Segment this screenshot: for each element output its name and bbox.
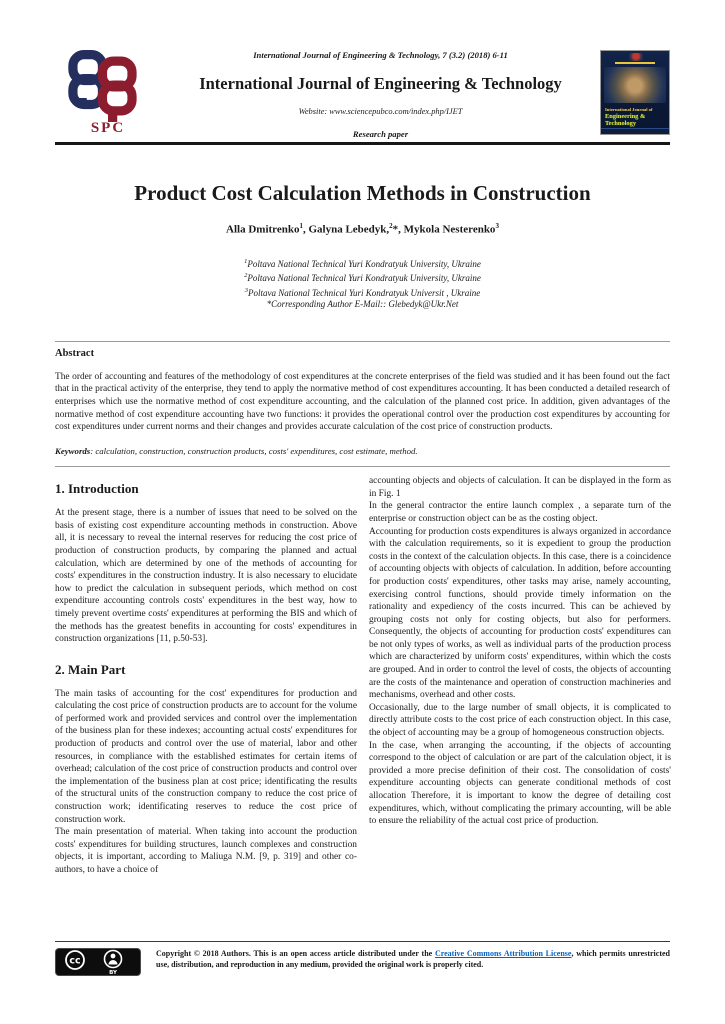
svg-text:cc: cc: [69, 955, 81, 967]
author-superscript: 3: [495, 222, 499, 230]
affiliation-text: Poltava National Technical Yuri Kondratyuk University, Ukraine: [247, 258, 481, 269]
affiliation-superscript: 1: [244, 257, 248, 265]
keywords-text: : calculation, construction, construction products, costs' expenditures, cost estimate, method.: [90, 446, 418, 457]
keywords-label: Keywords: [55, 446, 91, 457]
keywords-bottom-rule: [55, 466, 670, 467]
affiliation-line: [55, 270, 670, 285]
cover-footer-strip: [601, 128, 669, 134]
creative-commons-license-link[interactable]: Creative Commons Attribution License: [434, 949, 572, 958]
affiliation-superscript: 2: [244, 272, 248, 280]
header-center: [161, 50, 600, 139]
author-name: , Galyna Lebedyk,: [302, 223, 390, 236]
cc-by-badge-icon: [55, 948, 141, 976]
cc-by-badge[interactable]: [55, 948, 141, 981]
abstract-text: The order of accounting and features of the methodology of cost expenditures at the concrete enterprises of the field was studied and it has been found out the fact that in the practical activity of the enterprise, they tend to apply the normative method of cost expenditures accounting. It has been conducted a detailed research of enterprises which use the normative method of cost expenditure accounting, and the calculation of the planned cost price. In addition, given advantages of the normative method of cost expenditure accounting have two functions: it provides the operational control over the production cost expenditures by accounting for cost expenditures under current norms and their changes and provides accurate calculation of the cost price of construction products.: [55, 371, 670, 433]
right-paragraph-4: Occasionally, due to the large number of small objects, it is complicated to directly attribute costs to the cost price of each construction object. In this case, the object of accounting may be a group of homogeneous construction objects.: [369, 702, 671, 739]
author-superscript: 2: [389, 222, 393, 230]
right-column: [369, 475, 671, 876]
main-part-paragraph-1: The main tasks of accounting for the cost' expenditures for production and calculating the cost price of construction products are to account for the volume of performed work and provided services and control over the implementation of the business plan for these indexes; accounting actual costs' expenditures for production of products and control over the use of material, labor and other resources, in compliance with the established estimates for certain items of overhead; calculation of the cost price of construction products and control over the implementation of the business plan at cost price; identificating the results of the structural units of the construction company to reduce the cost price of construction work; identificating reserves to reduce the cost price of construction work.: [55, 688, 357, 825]
section-heading-introduction: 1. Introduction: [55, 481, 139, 497]
spc-logo: [55, 50, 161, 137]
journal-website[interactable]: Website: www.sciencepubco.com/index.php/IJET: [298, 107, 463, 116]
cover-accent-bar: [615, 62, 655, 64]
header-rule: [55, 142, 670, 145]
cover-emblem-icon: [629, 53, 643, 61]
abstract-top-rule: [55, 341, 670, 342]
affiliation-text: Poltava National Technical Yuri Kondratyuk Universit , Ukraine: [247, 287, 481, 298]
right-paragraph-2: In the general contractor the entire launch complex , a separate turn of the enterprise or construction object can be as the costing object.: [369, 501, 671, 524]
introduction-paragraph: At the present stage, there is a number of issues that need to be solved on the basis of existing cost expenditure accounting methods in construction. Above all, it is necessary to reveal the internal reserves for reducing the cost price of production of construction products, by comparing the planned and actual calculation, which are determined by one of the methods of accounting for costs' expenditures in the construction industry. It is also necessary to elucidate how to predict the calculation in subsequent periods, which method on cost expenditure accounting controls costs' expenditures in the best way, how to timely prevent overtime costs' expenditures at performing the BIS and which of the methods has the greatest benefits in accounting for costs' expenditures in construction organizations [11, p.50-53].: [55, 508, 357, 645]
affiliation-text: Poltava National Technical Yuri Kondratyuk University, Ukraine: [247, 273, 481, 284]
license-footer: [55, 941, 670, 981]
affiliation-line: [55, 256, 670, 271]
affiliation-superscript: 3: [244, 286, 248, 294]
cc-by-label: BY: [109, 970, 117, 976]
author-superscript: 1: [299, 222, 303, 230]
right-paragraph-3: Accounting for production costs expenditures is always organized in accordance with the calculation requirements, so it is expedient to group the production costs in the context of the calculation objects. In this case, there is a coincidence of accounting objects with objects of calculation. In addition, before accounting for production costs' expenditures, other tasks may arise, namely accounting, exercising control functions, should provide timely information on the rationality and expediency of the costs incurred. This can be achieved by grouping costs not only for costing objects, but also for performers. Consequently, the objects of accounting for production costs' expenditures can be not only types of works, as well as individual parts of the production process which are characterized by uniform costs' expenditures, within which the costs are grouped. And in order to control the level of costs, the objects of accounting are the costs of the maintenance and operation of construction machineries and mechanisms, overhead and other costs.: [369, 526, 671, 701]
cover-title-line2: Engineering & Technology: [605, 113, 646, 127]
copyright-prefix: Copyright © 2018 Authors. This is an open access article distributed under the: [156, 949, 435, 958]
right-paragraph-5: In the case, when arranging the accounting, if the objects of accounting correspond to the object of calculation or are part of the calculation object, it is provided a more precise definition of their cost. The consolidation of costs' expenditure accounting objects can generate conditional methods of cost allocation Therefore, it is important to know the degree of detailing cost expenditures, which, without complicating the primary accounting, will be able to ensure the reliability of the actual cost price of production.: [369, 740, 671, 827]
cover-turbine-image: [604, 67, 666, 103]
main-part-paragraph-2: The main presentation of material. When taking into account the production costs' expenditures for building structures, launch complexes and construction objects, it is important, according to Maliuga N.M. [9, p. 319] and other co-authors, to have a choice of: [55, 827, 357, 876]
keywords-line: [55, 446, 670, 456]
copyright-text: [156, 948, 670, 970]
author-line: [55, 222, 670, 236]
paper-type-label: Research paper: [352, 129, 409, 139]
journal-name: International Journal of Engineering & Technology: [199, 74, 562, 93]
corresponding-author-line: *Corresponding Author E-Mail:: Glebedyk@Ukr.Net: [266, 299, 459, 310]
spc-logo-icon: [58, 50, 158, 122]
left-column: [55, 475, 357, 876]
cover-title-line1: International Journal of: [605, 107, 653, 112]
affiliation-line: [55, 285, 670, 300]
section-heading-main-part: 2. Main Part: [55, 661, 126, 677]
running-head: International Journal of Engineering & Technology, 7 (3.2) (2018) 6-11: [253, 50, 508, 60]
author-name: *, Mykola Nesterenko: [392, 223, 496, 236]
spc-logo-caption: SPC: [90, 120, 126, 136]
article-title: Product Cost Calculation Methods in Construction: [134, 181, 591, 205]
right-paragraph-1: accounting objects and objects of calculation. It can be displayed in the form as in Fig. 1: [369, 476, 671, 499]
journal-cover-thumbnail: [600, 50, 670, 135]
body-columns: [55, 475, 670, 876]
affiliations-block: [55, 256, 670, 311]
journal-header: [55, 50, 670, 140]
abstract-heading: Abstract: [55, 347, 95, 359]
copyright-suffix: , which permits unrestricted use, distribution, and reproduction in any medium, provided the original work is properly cited.: [156, 949, 670, 969]
author-name: Alla Dmitrenko: [226, 223, 300, 236]
